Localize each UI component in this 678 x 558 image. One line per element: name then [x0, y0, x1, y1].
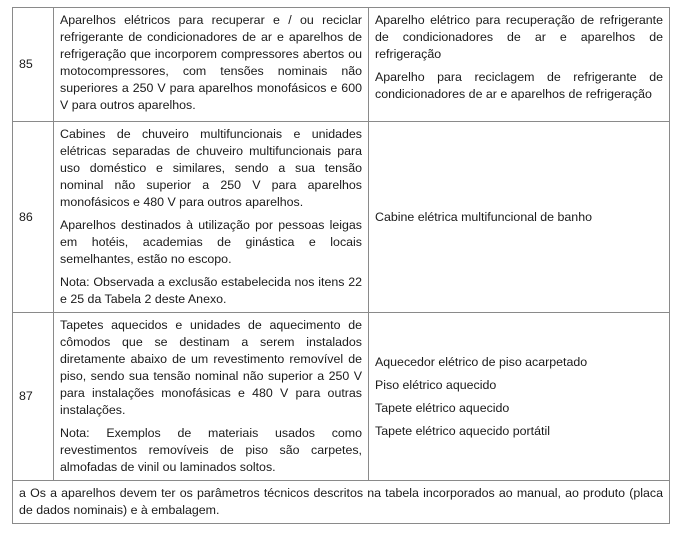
- product-name: Cabine elétrica multifuncional de banho: [375, 209, 592, 224]
- table-footnote-row: [13, 481, 670, 524]
- product-name: Aparelho para reciclagem de refrigerante de condicionadores de ar e aparelhos de refrigeração: [375, 70, 663, 101]
- item-description: [54, 313, 369, 481]
- footnote: a Os a aparelhos devem ter os parâmetros técnicos descritos na tabela incorporados ao manual, ao produto (placa de dados nominais) e à embalagem.: [13, 481, 670, 524]
- product-name: Tapete elétrico aquecido: [375, 400, 510, 415]
- item-description: [54, 8, 369, 122]
- item-number: 86: [13, 122, 54, 313]
- description-note: Nota: Exemplos de materiais usados como revestimentos removíveis de piso são carpetes, almofadas de vinil ou laminados soltos.: [60, 426, 362, 474]
- item-number: 87: [13, 313, 54, 481]
- product-name: Aquecedor elétrico de piso acarpetado: [375, 354, 588, 369]
- product-list: [369, 122, 670, 313]
- regulation-table: [12, 7, 670, 524]
- product-name: Tapete elétrico aquecido portátil: [375, 423, 550, 438]
- product-name: Aparelho elétrico para recuperação de refrigerante de condicionadores de ar e aparelhos de refrigeração: [375, 13, 663, 61]
- table-row-85: [13, 8, 670, 122]
- description-paragraph: Tapetes aquecidos e unidades de aquecimento de cômodos que se destinam a serem instalados diretamente abaixo de um revestimento removível de piso, sendo sua tensão nominal não superior a 250 V para instalações monofásicas e 480 V para outras instalações.: [60, 318, 362, 417]
- table-row-86: [13, 122, 670, 313]
- description-paragraph: Aparelhos destinados à utilização por pessoas leigas em hotéis, academias de ginástica e locais semelhantes, estão no escopo.: [60, 218, 362, 266]
- product-name: Piso elétrico aquecido: [375, 377, 497, 392]
- table-row-87: [13, 313, 670, 481]
- item-number: 85: [13, 8, 54, 122]
- description-note: Nota: Observada a exclusão estabelecida nos itens 22 e 25 da Tabela 2 deste Anexo.: [60, 275, 362, 306]
- description-paragraph: Cabines de chuveiro multifuncionais e unidades elétricas separadas de chuveiro multifuncionais para uso doméstico e similares, sendo a sua tensão nominal não superior a 250 V para aparelhos monofásicos e 480 V para outros aparelhos.: [60, 127, 362, 209]
- item-description: [54, 122, 369, 313]
- description-paragraph: Aparelhos elétricos para recuperar e / ou reciclar refrigerante de condicionadores de ar e aparelhos de refrigeração que incorporem compressores abertos ou motocompressores, com tensões nominais não superiores a 250 V para aparelhos monofásicos e 600 V para outros aparelhos.: [60, 13, 362, 112]
- product-list: [369, 313, 670, 481]
- product-list: [369, 8, 670, 122]
